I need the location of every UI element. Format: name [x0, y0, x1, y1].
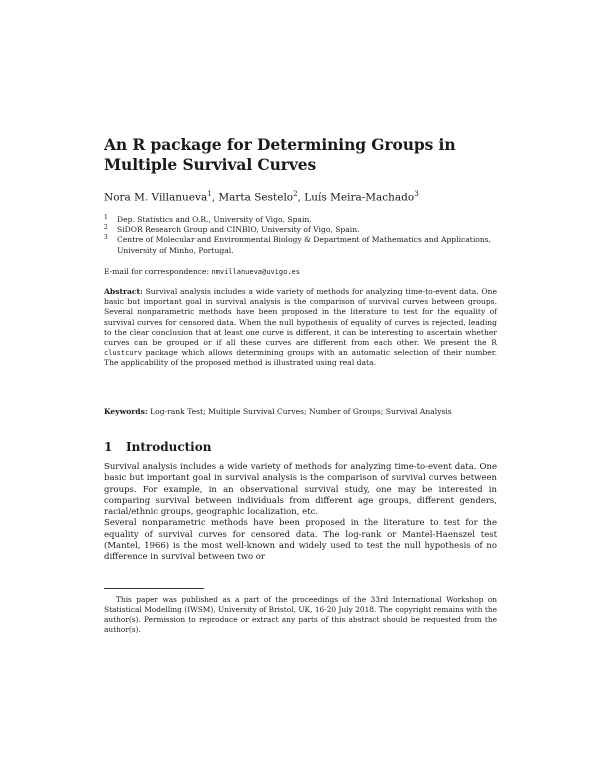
section-title: Introduction: [126, 440, 212, 454]
affiliation-number: 3: [104, 234, 108, 242]
introduction-body: [104, 462, 497, 564]
affiliation-text: Centre of Molecular and Environmental Biology & Department of Mathematics and Applications, University of Minho, Portugal.: [117, 235, 492, 255]
author-separator: ,: [211, 191, 219, 204]
affiliation-text: Dep. Statistics and O.R., University of Vigo, Spain.: [117, 215, 312, 224]
affiliation-item: [104, 235, 497, 255]
section-heading: [104, 440, 497, 454]
affiliation-item: [104, 225, 497, 235]
affiliation-list: [104, 215, 497, 256]
footnote: This paper was published as a part of the proceedings of the 33rd International Workshop on Statistical Modelling (IWSM), University of Bristol, UK, 16-20 July 2018. The copyright remains with the author(s). Permission to reproduce or extract any parts of this abstract should be requested from the author(s).: [104, 595, 497, 634]
keywords: [104, 407, 497, 417]
affiliation-number: 2: [104, 224, 108, 232]
package-name: clustcurv: [104, 349, 142, 358]
email-address[interactable]: nmvillanueva@uvigo.es: [211, 268, 300, 276]
paragraph: Several nonparametric methods have been proposed in the literature to test for the equality of survival curves for censored data. The log-rank or Mantel-Haenszel test (Mantel, 1966) is the most well-known and widely used to test the null hypothesis of no difference in survival between two or: [104, 518, 497, 563]
abstract: [104, 287, 497, 369]
author-separator: ,: [297, 191, 305, 204]
keywords-label: Keywords:: [104, 407, 148, 416]
author-name: Luís Meira-Machado: [304, 191, 415, 204]
section-number: 1: [104, 440, 113, 454]
affiliation-number: 1: [104, 214, 108, 221]
footnote-rule: [104, 588, 204, 589]
abstract-text-end: package which allows determining groups with an automatic selection of their number. The applicability of the proposed method is illustrated using real data.: [104, 348, 497, 368]
paragraph: Survival analysis includes a wide variety of methods for analyzing time-to-event data. One basic but important goal in survival analysis is the comparison of survival curves between groups. For example, in an observational survival study, one may be interested in comparing survival between individuals from different age groups, different genders, racial/ethnic groups, geographic localization, etc.: [104, 462, 497, 518]
abstract-text: Survival analysis includes a wide variety of methods for analyzing time-to-event data. One basic but important goal in survival analysis is the comparison of survival curves between groups. Several nonparametric methods have been proposed in the literature to test for the equality of survival curves for censored data. When the null hypothesis of equality of curves is rejected, leading to the clear conclusion that at least one curve is different, it can be interesting to ascertain whether curves can be grouped or if all these curves are different from each other. We present the R: [104, 287, 497, 348]
author-name: Marta Sestelo: [218, 191, 294, 204]
author-name: Nora M. Villanueva: [104, 191, 208, 204]
title-line-2: Multiple Survival Curves: [104, 155, 317, 174]
paper-title: [104, 135, 497, 175]
correspondence-email: [104, 267, 497, 276]
author-list: [104, 190, 497, 204]
affiliation-text: SiDOR Research Group and CINBIO, University of Vigo, Spain.: [117, 225, 360, 235]
author-affiliation-mark: 1: [207, 190, 212, 198]
affiliation-item: [104, 215, 497, 225]
author-affiliation-mark: 2: [293, 190, 298, 198]
keywords-text: Log-rank Test; Multiple Survival Curves; Number of Groups; Survival Analysis: [147, 407, 452, 416]
title-line-1: An R package for Determining Groups in: [104, 135, 456, 154]
abstract-label: Abstract:: [104, 287, 143, 296]
author-affiliation-mark: 3: [414, 190, 419, 198]
email-label: E-mail for correspondence:: [104, 267, 212, 276]
